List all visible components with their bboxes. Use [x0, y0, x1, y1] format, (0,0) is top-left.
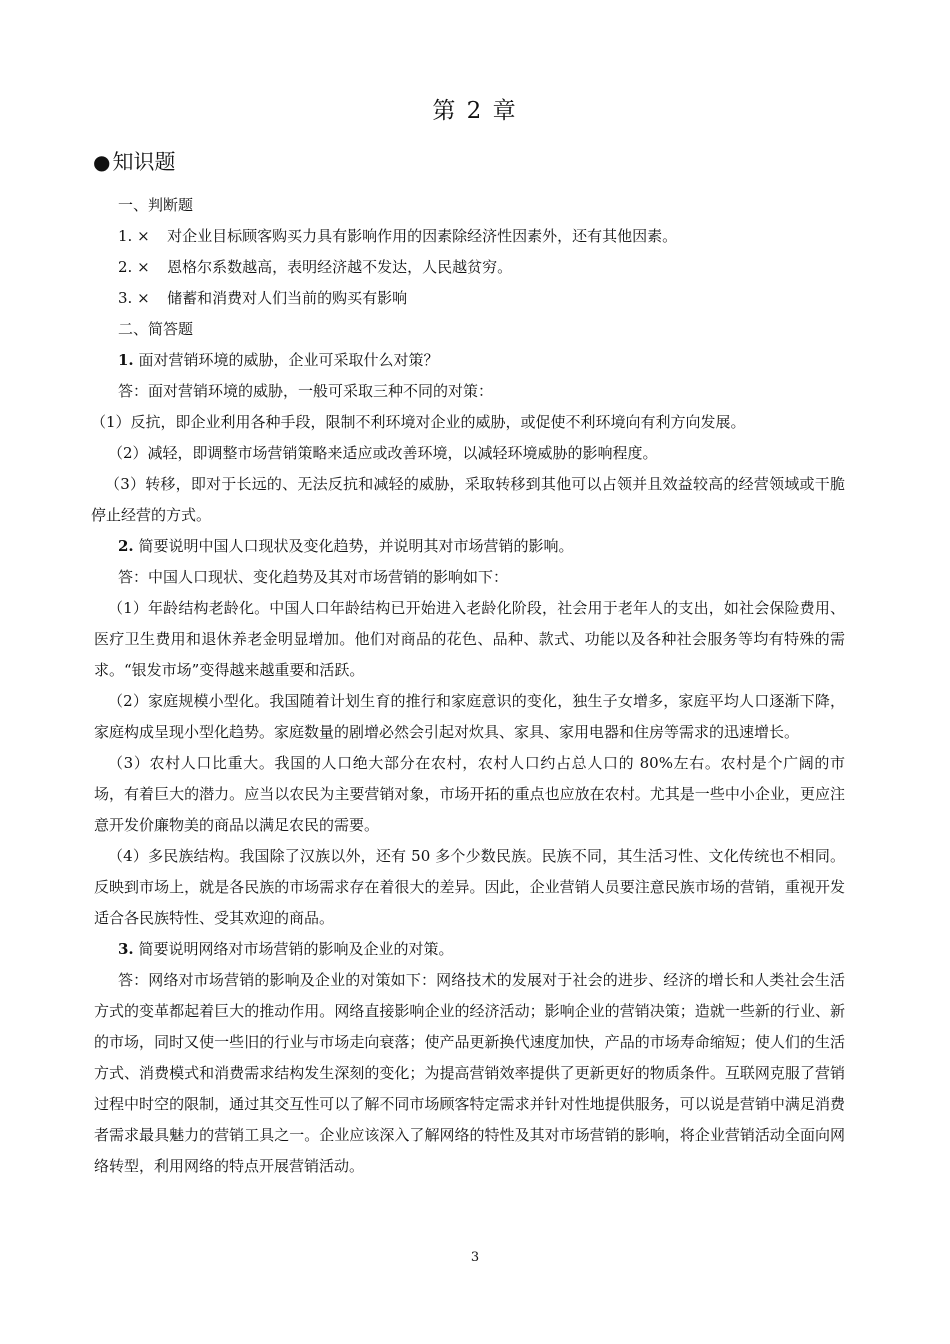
cross-mark: ×: [137, 227, 150, 245]
answer-1-point-1: （1）反抗，即企业利用各种手段，限制不利环境对企业的威胁，或促使不利环境向有利方向发展。: [91, 413, 746, 431]
answer-1-point-3: （3）转移，即对于长远的、无法反抗和减轻的威胁，采取转移到其他可以占领并且效益较高的经营领域或干脆停止经营的方式。: [91, 475, 845, 524]
part1-heading: 一、判断题: [118, 196, 194, 214]
section-heading: [93, 146, 175, 176]
question-2: [118, 531, 845, 562]
question-text: 简要说明网络对市场营销的影响及企业的对策。: [138, 940, 454, 958]
judgment-item-2: [118, 252, 845, 283]
judgment-item-3: [118, 283, 845, 314]
answer-2-intro: 答：中国人口现状、变化趋势及其对市场营销的影响如下：: [118, 568, 509, 586]
bullet-icon: ●: [93, 150, 111, 174]
judgment-num: 2.: [118, 258, 133, 276]
answer-2-point-1: （1）年龄结构老龄化。中国人口年龄结构已开始进入老龄化阶段，社会用于老年人的支出，如社会保险费用、医疗卫生费用和退休养老金明显增加。他们对商品的花色、品种、款式、功能以及各种社会服务等均有特殊的需求。“银发市场”变得越来越重要和活跃。: [94, 599, 845, 679]
answer-2-point-3: （3）农村人口比重大。我国的人口绝大部分在农村，农村人口约占总人口的 80%左右。农村是个广阔的市场，有着巨大的潜力。应当以农民为主要营销对象，市场开拓的重点也应放在农村。尤其是一些中小企业，更应注意开发价廉物美的商品以满足农民的需要。: [94, 754, 845, 834]
cross-mark: ×: [137, 258, 150, 276]
content-body: [91, 190, 845, 1182]
answer-2-point-2: （2）家庭规模小型化。我国随着计划生育的推行和家庭意识的变化，独生子女增多，家庭平均人口逐渐下降，家庭构成呈现小型化趋势。家庭数量的剧增必然会引起对炊具、家具、家用电器和住房等需求的迅速增长。: [94, 692, 845, 741]
answer-1-intro: 答：面对营销环境的威胁，一般可采取三种不同的对策：: [118, 382, 494, 400]
judgment-text: 储蓄和消费对人们当前的购买有影响: [167, 289, 408, 307]
question-num: 1.: [118, 351, 134, 369]
cross-mark: ×: [137, 289, 150, 307]
chapter-title: 第 2 章: [432, 98, 518, 124]
answer-3: 答：网络对市场营销的影响及企业的对策如下：网络技术的发展对于社会的进步、经济的增长和人类社会生活方式的变革都起着巨大的推动作用。网络直接影响企业的经济活动；影响企业的营销决策；造就一些新的行业、新的市场，同时又使一些旧的行业与市场走向衰落；使产品更新换代速度加快，产品的市场寿命缩短；使人们的生活方式、消费模式和消费需求结构发生深刻的变化；为提高营销效率提供了更新更好的物质条件。互联网克服了营销过程中时空的限制，通过其交互性可以了解不同市场顾客特定需求并针对性地提供服务，可以说是营销中满足消费者需求最具魅力的营销工具之一。企业应该深入了解网络的特性及其对市场营销的影响，将企业营销活动全面向网络转型，利用网络的特点开展营销活动。: [94, 971, 845, 1175]
question-3: [118, 934, 845, 965]
part2-heading: 二、简答题: [118, 320, 194, 338]
question-1: [118, 345, 845, 376]
answer-1-point-2: （2）减轻，即调整市场营销策略来适应或改善环境，以减轻环境威胁的影响程度。: [108, 444, 658, 462]
answer-2-point-4: （4）多民族结构。我国除了汉族以外，还有 50 多个少数民族。民族不同，其生活习性、文化传统也不相同。反映到市场上，就是各民族的市场需求存在着很大的差异。因此，企业营销人员要注意民族市场的营销，重视开发适合各民族特性、受其欢迎的商品。: [94, 847, 845, 927]
question-num: 3.: [118, 940, 134, 958]
judgment-item-1: [118, 221, 845, 252]
section-title: 知识题: [112, 150, 176, 174]
question-text: 简要说明中国人口现状及变化趋势，并说明其对市场营销的影响。: [138, 537, 574, 555]
question-text: 面对营销环境的威胁，企业可采取什么对策？: [138, 351, 439, 369]
judgment-num: 3.: [118, 289, 133, 307]
page-number: 3: [470, 1250, 480, 1265]
judgment-num: 1.: [118, 227, 133, 245]
judgment-text: 恩格尔系数越高，表明经济越不发达，人民越贫穷。: [167, 258, 513, 276]
question-num: 2.: [118, 537, 134, 555]
judgment-text: 对企业目标顾客购买力具有影响作用的因素除经济性因素外，还有其他因素。: [167, 227, 678, 245]
